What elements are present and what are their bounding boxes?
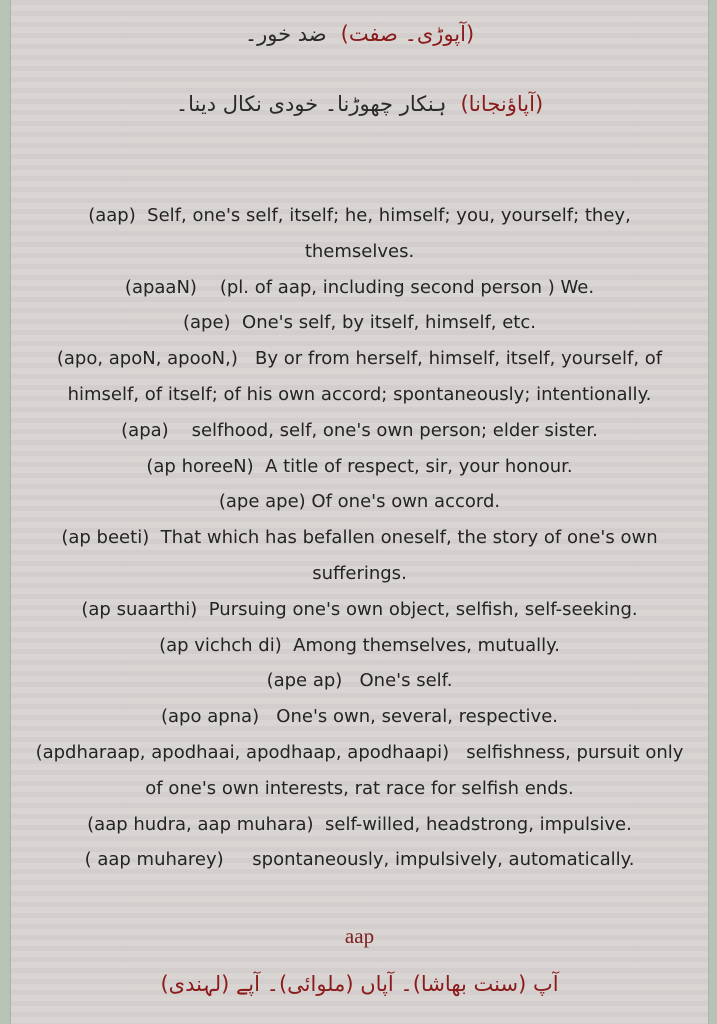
entry-term: (ape ape) <box>218 491 306 513</box>
definition-entry <box>31 520 688 592</box>
entry-meaning: One's self. <box>359 670 453 692</box>
entry-meaning: Of one's own accord. <box>311 491 501 513</box>
definition-entry <box>31 699 688 735</box>
definition-entry <box>31 449 688 485</box>
definitions-list <box>31 198 688 878</box>
definition-entry <box>31 270 688 306</box>
definition-entry <box>31 413 688 449</box>
urdu-header-meaning-1: ضد خور۔ <box>244 22 327 46</box>
entry-meaning: self-willed, headstrong, impulsive. <box>325 813 632 835</box>
urdu-header-line-1 <box>11 22 708 46</box>
entry-meaning: One's own, several, respective. <box>276 706 558 728</box>
entry-meaning: By or from herself, himself, itself, yourself, of himself, of itself; of his own accord; spontaneously; intentionally. <box>67 348 663 405</box>
headword: aap <box>344 924 375 948</box>
entry-term: (apo apna) <box>160 706 260 728</box>
definition-entry <box>31 842 688 878</box>
entry-term: (ap suaarthi) <box>81 598 198 620</box>
entry-meaning: A title of respect, sir, your honour. <box>265 455 573 477</box>
entry-meaning: Pursuing one's own object, selfish, self-seeking. <box>208 598 638 620</box>
entry-term: (ap beeti) <box>61 527 150 549</box>
entry-term: (aap hudra, aap muhara) <box>87 813 314 835</box>
entry-term: (apdharaap, apodhaai, apodhaap, apodhaapi) <box>35 741 450 763</box>
entry-term: (apaaN) <box>124 276 197 298</box>
entry-term: (apo, apoN, apooN,) <box>56 348 238 370</box>
dictionary-page <box>10 0 709 1024</box>
urdu-header-meaning-2: ہنکار چھوڑنا۔ خودی نکال دینا۔ <box>175 92 447 116</box>
definition-entry <box>31 305 688 341</box>
entry-meaning: Self, one's self, itself; he, himself; you, yourself; they, themselves. <box>147 205 631 262</box>
entry-meaning: spontaneously, impulsively, automatically. <box>252 849 635 871</box>
definition-entry <box>31 807 688 843</box>
entry-term: (ap horeeN) <box>146 455 254 477</box>
urdu-header-term-2: (آپاؤنجانا) <box>460 92 544 116</box>
entry-term: (aap) <box>88 205 136 226</box>
definition-entry <box>31 198 688 270</box>
definition-entry <box>31 628 688 664</box>
entry-meaning: One's self, by itself, himself, etc. <box>242 312 536 334</box>
entry-meaning: Among themselves, mutually. <box>293 634 560 656</box>
definition-entry <box>31 484 688 520</box>
entry-meaning: (pl. of aap, including second person ) We. <box>219 276 595 298</box>
urdu-header-line-2 <box>11 92 708 116</box>
entry-meaning: selfishness, pursuit only of one's own interests, rat race for selfish ends. <box>145 741 684 799</box>
urdu-footer-line: آپ (سنت بھاشا)۔ آپاں (ملوائی)۔ آپے (لہندی) <box>160 972 559 996</box>
entry-term: (ape) <box>183 312 231 334</box>
entry-term: ( aap muharey) <box>84 849 224 871</box>
urdu-header-term-1: (آپوڑی۔ صفت) <box>340 22 475 46</box>
definition-entry <box>31 592 688 628</box>
entry-meaning: That which has befallen oneself, the story of one's own sufferings. <box>160 527 658 584</box>
entry-term: (ap vichch di) <box>159 634 282 656</box>
entry-meaning: selfhood, self, one's own person; elder sister. <box>191 419 598 441</box>
definition-entry <box>31 735 688 807</box>
entry-term: (apa) <box>121 419 169 441</box>
definition-entry <box>31 663 688 699</box>
definition-entry <box>31 341 688 413</box>
entry-term: (ape ap) <box>266 670 343 692</box>
